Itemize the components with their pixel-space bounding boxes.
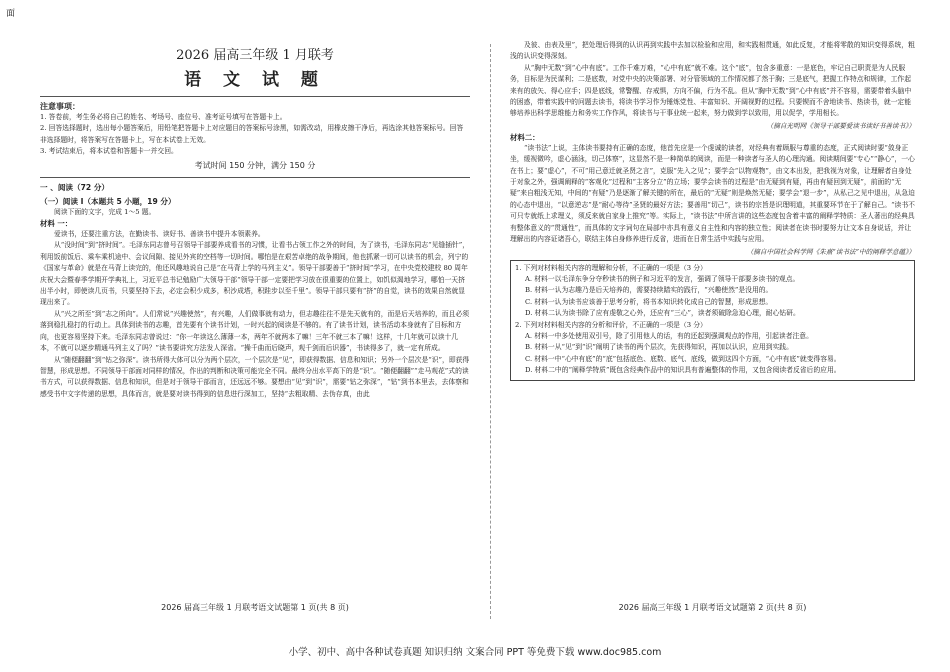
note-3: 3. 考试结束后，将本试卷和答题卡一并交回。 <box>40 147 178 156</box>
paragraph-5: 及彼、由表及里”，把处理后得到的认识再到实践中去加以检验和应用，和实践相贯通，如此反复，才能将零散的知识变得系统，粗浅的认识变得深刻。 <box>510 41 915 61</box>
left-page <box>40 40 470 625</box>
notes-rule <box>40 177 470 178</box>
page-divider <box>490 44 491 619</box>
right-page <box>510 40 915 625</box>
q1-option-b: B. 材料一认为志趣乃是后天培养的，需要持续踏实的践行，“兴趣使然”是没用的。 <box>525 286 773 295</box>
right-footer: 2026 届高三年级 1 月联考语文试题第 2 页(共 8 页) <box>618 603 807 612</box>
q2-option-d: D. 材料二中的“阐释学特质”既包含经典作品中的知识具有普遍整体的作用，又包含阅读者反省后的应用。 <box>525 366 841 375</box>
question-1: 1. 下列对材料相关内容的理解和分析，不正确的一项是（3 分） <box>515 263 707 272</box>
q2-option-a: A. 材料一中多处使用双引号，除了引用他人的话，有的还起到强调观点的作用，引起读者注意。 <box>525 331 813 340</box>
instruction: 阅读下面的文字，完成 1～5 题。 <box>54 207 156 216</box>
note-2: 2. 回答选择题时，选出每小题答案后，用铅笔把答题卡上对应题目的答案标号涂黑，如需改动，用橡皮擦干净后，再选涂其他答案标号。回答非选择题时，将答案写在答题卡上，写在本试卷上无效。 <box>40 124 464 144</box>
paragraph-4: 从“随便翻翻”到“钻之弥深”。读书所得大体可以分为两个层次，一个层次是“见”，即获得数据、信息和知识；另外一个层次是“识”，即获得智慧，形成思想。不同领导干部面对同样的情况，作出的判断和决策可能完全不同。最终分出水平高下的是“识”。“随便翻翻”“走马观花”式的读书方式，可以获得数据、信息和知识，但是对于领导干部而言，还远远不够。要想由“见”到“识”，需要“钻之弥深”，“钻”到书本里去，去体察和感受书中文字传递的思想，具体而言，就是要对读书得到的信息进行深加工，坚持“去粗取精、去伪存真，由此 <box>40 355 470 398</box>
paragraph-6: 从“胸中无数”到“心中有底”。工作千难万难，“心中有底”就不难。这个“底”，包含多重意：一是底色，牢记自己职责是为人民服务，目标是为民谋利；二是底数，对党中央的决策部署、对分管领域的工作情况都了然于胸；三是底气，把握工作特点和规律，工作起来有的放矢、得心应手；四是底线，常警醒、存戒惧，方向不偏，行为不乱。但从“胸中无数”到“心中有底”并不容易，需要带着头脑中的困惑，带着实践中的问题去读书，将读书学习作为锤炼党性、丰富知识、开阔视野的过程。只要锲而不舍地读书、热读书，就一定能够培养出科学思维能力和务实工作作风，将读书与干事业统一起来，努力做到学以致用，用以促学，学用相长。 <box>510 63 912 118</box>
material-2-label: 材料二： <box>510 132 540 142</box>
paragraph-3: 从“兴之所至”到“志之所向”。人们常说“兴趣使然”，有兴趣，人们做事就有动力，但志趣往往不是先天就有的，而是后天培养的，而且必须落到稳扎稳打的行动上。具体到读书的志趣，首先要有个读书计划，一时兴起的阅读是不够的。有了读书计划，读书活动本身就有了目标和方向，也更容易坚持下来。毛泽东同志曾说过：“你一年读这么薄薄一本，两年不就两本了嘛！三年不就三本了嘛！这样，十几年就可以读十几本，不就可以逐步精通马列主义了吗？”读书要讲究方法发人深省。“操千曲而后晓声，观千剑而后识器”，书读得多了，就一定有所成。 <box>40 309 470 353</box>
exam-title: 2026 届高三年级 1 月联考 <box>176 48 334 63</box>
material-2-text: “读书法”上说，主体读书要持有正确的态度，他首先应是一个虔诚的读者，对经典有着顾服与尊重的态度，正式阅读时要“敛身正坐，缓视微吟，虚心涵泳，切己体察”，这显然不是一种简单的阅读，而是一种读者与圣人的心理沟通。阅读期间要“专心”“静心”，一心在书上；要“虚心”，不可“用己意迁就圣贤之言”，克服“先入之见”；要学会“以物观物”，由文本出发，把我视为对象，让理解者自身处于对象之外，强调阐释的“客观化”过程和“主客分立”的立场；要学会读书的过程是“由无疑到有疑，再由有疑回到无疑”，前面的“无疑”来自粗浅无知，中间的“有疑”乃是逐渐了解关键的所在，最后的“无疑”则是焕然无疑；要学会“退一步”，从私己之见中退出，从急迫的心态中退出，“以意逆志”是“耐心等待”圣贤的最好方法；要善用“切己”，读书的宗旨是识理明道，其重要环节在于了解自己。“读书不可只专就纸上求理义，须反来就自家身上推究”等。实际上，“读书法”中所言讲的这些态度包含着丰富的阐释学特质：圣人著出的经典具有整体意义的“贯通性”，而具体的文字词句在局部中亦具有意义自主性和内容的独立性；阅读者在读书时要努力让文本自身说话，并让理解出的内容证诸吾心，联结主体自身修养进行反省，进而在日常生活中实践与应用。 <box>510 143 915 244</box>
corner-mark: 面 <box>6 9 16 19</box>
note-1: 1. 答卷前，考生务必将自己的姓名、考场号、座位号、准考证号填写在答题卡上。 <box>40 113 287 121</box>
part-heading: （一）阅读 I（本题共 5 小题，19 分） <box>40 196 176 206</box>
bottom-banner[interactable]: 小学、初中、高中各种试卷真题 知识归纳 文案合同 PPT 等免费下载 www.doc985.com <box>288 647 662 658</box>
section-heading: 一 、阅读（72 分） <box>40 182 110 192</box>
questions-box <box>510 260 915 381</box>
left-footer: 2026 届高三年级 1 月联考语文试题第 1 页(共 8 页) <box>161 603 349 612</box>
title-rule <box>40 96 470 97</box>
q2-option-b: B. 材料一从“见”到“识”阐明了读书的两个层次，先获得知识，再加以认识，应用到实践。 <box>525 343 793 352</box>
q1-option-a: A. 材料一以毛泽东争分夺秒读书的例子和习近平的发言，强调了领导干部要多读书的观点。 <box>525 274 800 283</box>
exam-subject: 语 文 试 题 <box>184 70 326 90</box>
q2-option-c: C. 材料一中“心中有底”的“底”包括底色、底数、底气、底线，做到这四个方面，“心中有底”就变得容易。 <box>525 354 841 363</box>
q1-option-c: C. 材料一认为读书应该善于思考分析，将书本知识转化成自己的智慧，形成思想。 <box>525 297 773 306</box>
material-1-label: 材料 一： <box>40 219 73 229</box>
question-2: 2. 下列对材料相关内容的分析和评价，不正确的一项是（3 分） <box>515 320 707 329</box>
paragraph-1: 爱读书，还要注重方法，在勤读书、读好书、善读书中提升本领素养。 <box>54 230 265 239</box>
notes-title: 注意事项： <box>40 102 80 111</box>
paragraph-2: 从“没时间”到“挤时间”。毛泽东同志曾号召领导干部要养成看书的习惯，让看书占领工作之外的时间，为了读书，毛泽东同志“见缝插针”，利用饭前饭后、乘车乘机途中、会议间隙、接见外宾的空档等一切时间。哪怕是在艰苦卓绝的战争期间，他也抓紧一切可以读书的机会，列宁的《国家与革命》就是在马背上读完的，他还风趣地说自己是“在马背上学的马列主义”。领导干部要善于“挤时间”学习，在中央党校建校 80 周年庆祝大会暨春季学期开学典礼上，习近平总书记勉励广大领导干部“领导干部一定要把学习放在很重要的位置上，如饥似渴地学习，哪怕一天挤出半小时，即使读几页书，只要坚持下去，必定会积少成多，积沙成塔，积跬步以至千里”。领导干部只要有“挤”的自觉，读书的效果自然就显现出来了。 <box>40 241 470 307</box>
time-line: 考试时间 150 分钟，满分 150 分 <box>194 160 316 170</box>
source-1: （摘自光明网《领导干部要爱读书读好书善读书》） <box>766 121 915 130</box>
source-2: （摘自中国社会科学网《朱熹“读书法”中的阐释学意蕴》） <box>746 247 915 256</box>
q1-option-d: D. 材料二认为读书除了应有虔敬之心外，还应有“三心”，读者须破除急迫心理，耐心钻研。 <box>525 309 800 318</box>
